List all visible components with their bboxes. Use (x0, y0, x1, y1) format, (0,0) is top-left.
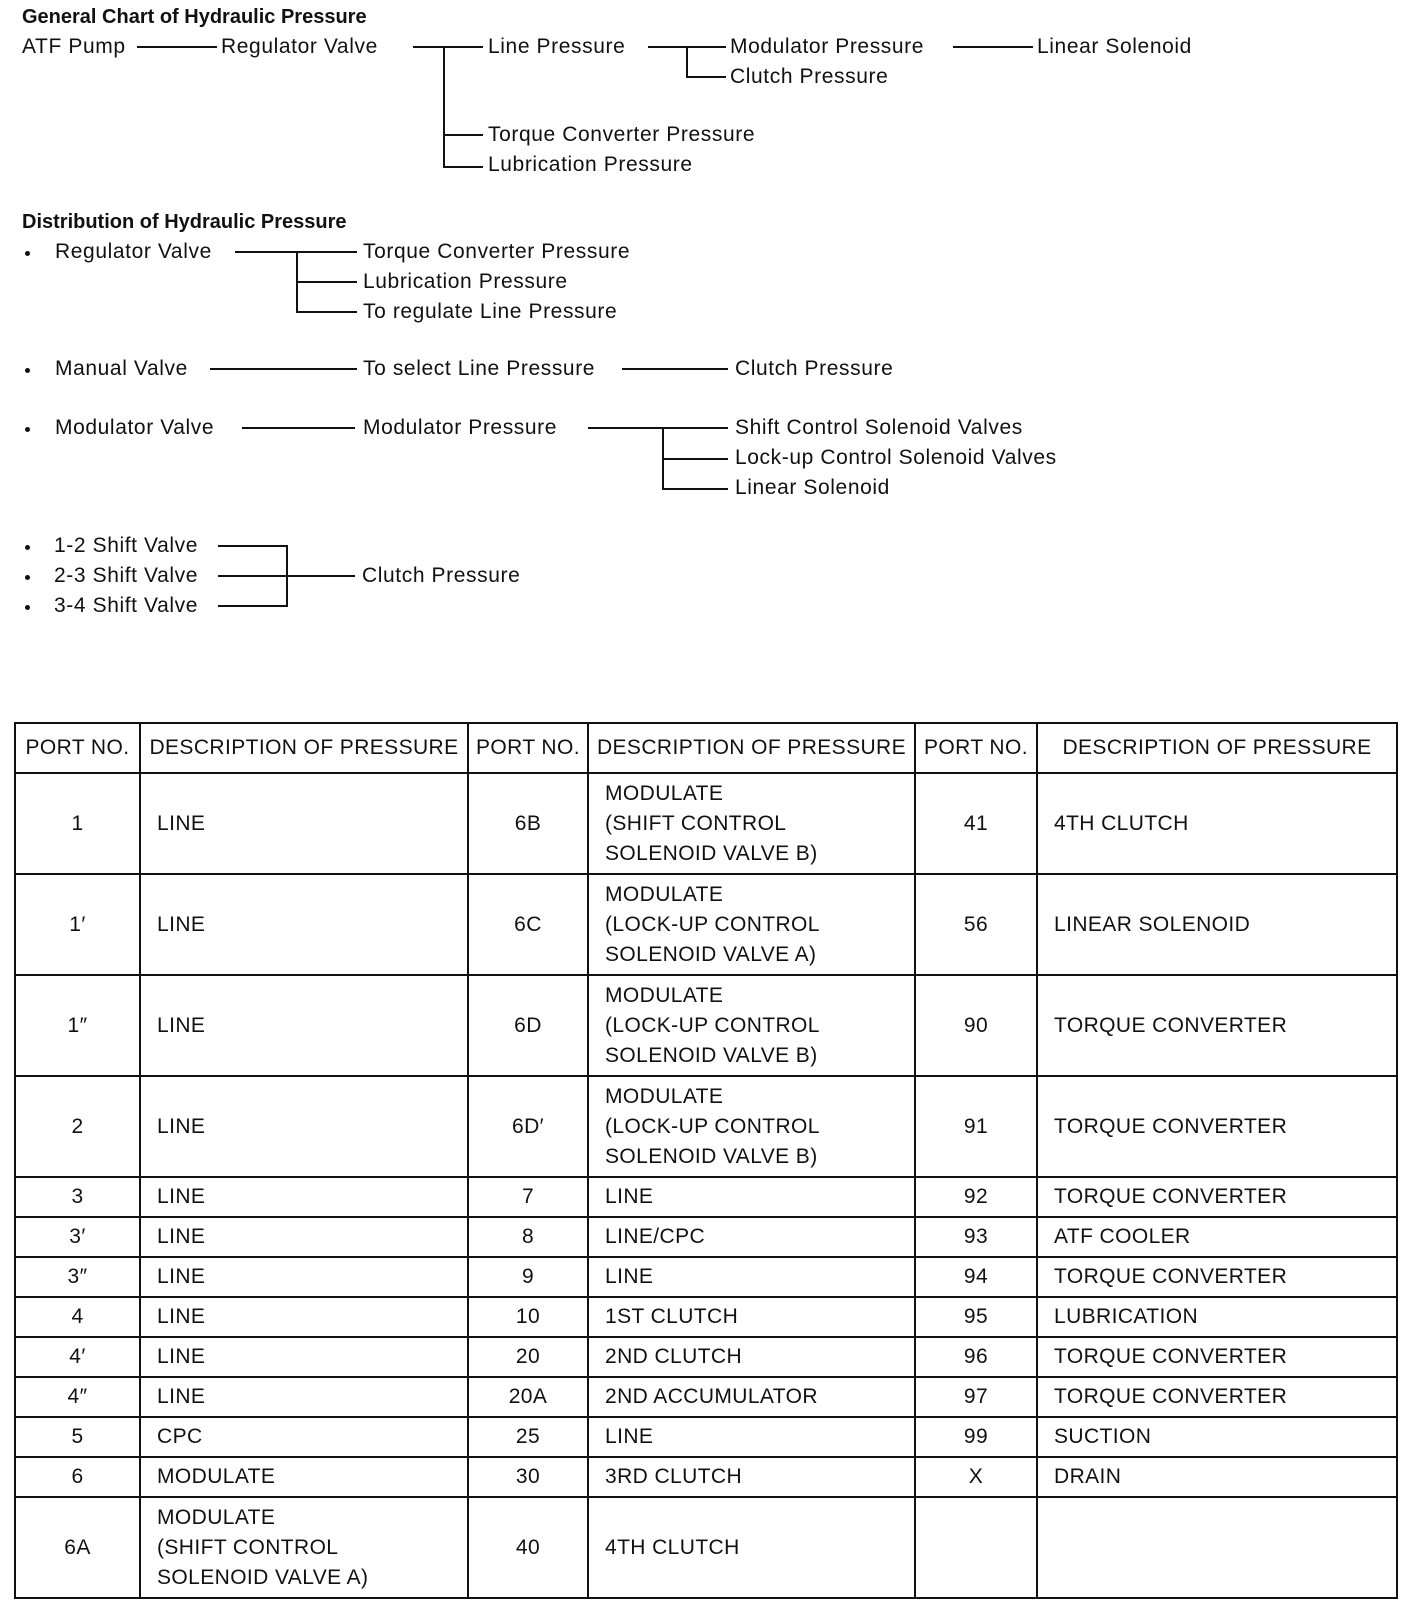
linear-solenoid-label: Linear Solenoid (1037, 35, 1192, 58)
modulator-output: Lock-up Control Solenoid Valves (735, 446, 1057, 469)
pressure-description-cell (1037, 773, 1397, 874)
cell-text: 40 (515, 1535, 541, 1559)
connector-line (588, 427, 728, 429)
cell-text: LINE (157, 1013, 206, 1037)
cell-text: LINE (157, 1305, 206, 1328)
cell-text: CPC (157, 1425, 203, 1448)
cell-text: SOLENOID VALVE B) (605, 841, 818, 865)
bullet-icon (25, 368, 30, 373)
cell-text: MODULATE (605, 882, 724, 906)
regulator-valve-source: Regulator Valve (55, 240, 212, 263)
cell-text: SOLENOID VALVE A) (605, 942, 817, 966)
cell-text: 93 (963, 1225, 989, 1248)
cell-text: 41 (963, 811, 989, 835)
connector-line (218, 545, 288, 547)
table-row (15, 1497, 1397, 1598)
column-header: PORT NO. (915, 723, 1037, 773)
port-number-cell (15, 1377, 140, 1417)
pressure-description-cell (140, 1177, 468, 1217)
shift-valve-source: 1-2 Shift Valve (54, 534, 199, 557)
port-number-cell (15, 1217, 140, 1257)
column-header: DESCRIPTION OF PRESSURE (588, 723, 915, 773)
cell-text: 6B (514, 811, 542, 835)
cell-text: LINEAR SOLENOID (1054, 912, 1251, 936)
shift-valve-source: 3-4 Shift Valve (54, 594, 199, 617)
cell-text: 25 (515, 1425, 541, 1448)
table-row (15, 1076, 1397, 1177)
port-number-cell (468, 1497, 588, 1598)
atf-pump-label: ATF Pump (22, 35, 126, 58)
bullet-icon (25, 251, 30, 256)
cell-text: TORQUE CONVERTER (1054, 1345, 1288, 1368)
column-header: PORT NO. (468, 723, 588, 773)
cell-text: 95 (963, 1305, 989, 1328)
cell-text: 92 (963, 1185, 989, 1208)
cell-text: 6D′ (512, 1114, 544, 1138)
cell-text: LINE (157, 1385, 206, 1408)
pressure-description-cell (1037, 1076, 1397, 1177)
cell-text: 4′ (69, 1345, 86, 1368)
pressure-description-cell (140, 1457, 468, 1497)
cell-text: 1″ (67, 1013, 88, 1037)
connector-line (218, 605, 288, 607)
connector-line (686, 46, 688, 77)
cell-text: 6A (64, 1535, 91, 1559)
port-number-cell (15, 773, 140, 874)
cell-text: TORQUE CONVERTER (1054, 1265, 1288, 1288)
cell-text: (LOCK-UP CONTROL (605, 1013, 820, 1037)
table-row (15, 1217, 1397, 1257)
port-number-cell (468, 1257, 588, 1297)
pressure-description-cell (140, 975, 468, 1076)
pressure-description-cell (140, 1377, 468, 1417)
cell-text: TORQUE CONVERTER (1054, 1385, 1288, 1408)
pressure-description-cell (140, 1337, 468, 1377)
port-table (14, 722, 1398, 1599)
cell-text: DRAIN (1054, 1465, 1122, 1488)
pressure-description-cell (1037, 1337, 1397, 1377)
port-number-cell (468, 1377, 588, 1417)
connector-line (242, 427, 355, 429)
port-number-cell (915, 773, 1037, 874)
pressure-description-cell (1037, 1297, 1397, 1337)
connector-line (443, 166, 483, 168)
port-number-cell (915, 1457, 1037, 1497)
port-number-cell (468, 1177, 588, 1217)
clutch-pressure-label: Clutch Pressure (730, 65, 889, 88)
cell-text: 8 (521, 1225, 535, 1248)
table-body (15, 773, 1397, 1598)
distribution-title: Distribution of Hydraulic Pressure (22, 211, 347, 233)
port-number-cell (915, 1497, 1037, 1598)
pressure-description-cell (588, 1457, 915, 1497)
connector-line (953, 46, 1033, 48)
pressure-description-cell (588, 1257, 915, 1297)
pressure-description-cell (588, 773, 915, 874)
bullet-icon (25, 545, 30, 550)
cell-text: 3′ (69, 1225, 86, 1248)
pressure-description-cell (140, 1076, 468, 1177)
manual-valve-output: Clutch Pressure (735, 357, 894, 380)
cell-text: 4″ (67, 1385, 88, 1408)
port-number-cell (15, 975, 140, 1076)
modulator-pressure-label: Modulator Pressure (730, 35, 925, 58)
port-number-cell (915, 1217, 1037, 1257)
cell-text: (LOCK-UP CONTROL (605, 1114, 820, 1138)
pressure-description-cell (1037, 874, 1397, 975)
cell-text: 4TH CLUTCH (605, 1535, 740, 1559)
cell-text: LUBRICATION (1054, 1305, 1199, 1328)
lubrication-pressure-label: Lubrication Pressure (488, 153, 693, 176)
cell-text: LINE (605, 1185, 654, 1208)
regulator-valve-label: Regulator Valve (221, 35, 378, 58)
port-number-cell (15, 1177, 140, 1217)
pressure-description-cell (1037, 1497, 1397, 1598)
cell-text: (LOCK-UP CONTROL (605, 912, 820, 936)
connector-line (443, 46, 445, 168)
regulator-output: Torque Converter Pressure (363, 240, 631, 263)
pressure-description-cell (140, 1497, 468, 1598)
pressure-description-cell (1037, 975, 1397, 1076)
line-pressure-label: Line Pressure (488, 35, 626, 58)
port-number-cell (915, 1076, 1037, 1177)
table-row (15, 874, 1397, 975)
table-row (15, 975, 1397, 1076)
shift-valve-source: 2-3 Shift Valve (54, 564, 199, 587)
port-number-cell (15, 1076, 140, 1177)
cell-text: ATF COOLER (1054, 1225, 1191, 1248)
pressure-description-cell (140, 773, 468, 874)
port-number-cell (915, 1417, 1037, 1457)
port-number-cell (15, 1257, 140, 1297)
pressure-description-cell (588, 1076, 915, 1177)
cell-text: 2ND CLUTCH (605, 1345, 743, 1368)
port-number-cell (468, 1217, 588, 1257)
connector-line (622, 368, 728, 370)
pressure-description-cell (140, 1257, 468, 1297)
cell-text: LINE (157, 912, 206, 936)
cell-text: 1′ (69, 912, 86, 936)
cell-text: SOLENOID VALVE B) (605, 1144, 818, 1168)
connector-line (137, 46, 217, 48)
port-number-cell (468, 1297, 588, 1337)
pressure-description-cell (140, 1417, 468, 1457)
modulator-output: Shift Control Solenoid Valves (735, 416, 1023, 439)
pressure-description-cell (588, 1497, 915, 1598)
cell-text: 20 (515, 1345, 541, 1368)
cell-text: TORQUE CONVERTER (1054, 1013, 1288, 1037)
pressure-description-cell (588, 874, 915, 975)
port-number-cell (468, 1337, 588, 1377)
cell-text: LINE (157, 1265, 206, 1288)
cell-text: 30 (515, 1465, 541, 1488)
port-number-cell (915, 1177, 1037, 1217)
connector-line (686, 76, 726, 78)
torque-converter-pressure-label: Torque Converter Pressure (488, 123, 756, 146)
cell-text: SOLENOID VALVE B) (605, 1043, 818, 1067)
cell-text: (SHIFT CONTROL (605, 811, 787, 835)
cell-text: MODULATE (157, 1505, 276, 1529)
port-number-cell (15, 1337, 140, 1377)
cell-text: 91 (963, 1114, 989, 1138)
port-number-cell (468, 1457, 588, 1497)
cell-text: 5 (71, 1425, 84, 1448)
cell-text: MODULATE (605, 983, 724, 1007)
port-number-cell (915, 975, 1037, 1076)
pressure-description-cell (1037, 1457, 1397, 1497)
cell-text: TORQUE CONVERTER (1054, 1114, 1288, 1138)
connector-line (443, 134, 483, 136)
manual-valve-source: Manual Valve (55, 357, 188, 380)
pressure-description-cell (140, 1297, 468, 1337)
cell-text: MODULATE (605, 781, 724, 805)
pressure-description-cell (588, 1297, 915, 1337)
pressure-description-cell (140, 1217, 468, 1257)
pressure-description-cell (140, 874, 468, 975)
port-number-cell (15, 1457, 140, 1497)
cell-text: LINE (157, 1114, 206, 1138)
port-number-cell (915, 1377, 1037, 1417)
general-chart-title: General Chart of Hydraulic Pressure (22, 6, 367, 28)
table-row (15, 1337, 1397, 1377)
cell-text: 10 (515, 1305, 541, 1328)
cell-text: 97 (963, 1385, 989, 1408)
pressure-description-cell (588, 1417, 915, 1457)
port-number-cell (915, 1337, 1037, 1377)
table-row (15, 1297, 1397, 1337)
pressure-description-cell (588, 975, 915, 1076)
manual-valve-middle: To select Line Pressure (363, 357, 596, 380)
cell-text: SOLENOID VALVE A) (157, 1565, 369, 1589)
connector-line (662, 458, 728, 460)
cell-text: 6D (514, 1013, 542, 1037)
regulator-output: Lubrication Pressure (363, 270, 568, 293)
column-header: DESCRIPTION OF PRESSURE (1037, 723, 1397, 773)
cell-text: 56 (963, 912, 989, 936)
cell-text: 4TH CLUTCH (1054, 811, 1189, 835)
pressure-description-cell (1037, 1217, 1397, 1257)
cell-text: 6 (71, 1465, 84, 1488)
port-number-cell (15, 874, 140, 975)
cell-text: LINE (605, 1425, 654, 1448)
cell-text: 3″ (67, 1265, 88, 1288)
connector-line (296, 281, 357, 283)
port-number-cell (915, 1297, 1037, 1337)
cell-text: (SHIFT CONTROL (157, 1535, 339, 1559)
cell-text: LINE (157, 1225, 206, 1248)
table-header-row (15, 723, 1397, 773)
cell-text: 1ST CLUTCH (605, 1305, 739, 1328)
port-number-cell (15, 1417, 140, 1457)
pressure-description-cell (1037, 1257, 1397, 1297)
bullet-icon (25, 575, 30, 580)
cell-text: MODULATE (605, 1084, 724, 1108)
pressure-description-cell (1037, 1417, 1397, 1457)
connector-line (286, 545, 288, 607)
cell-text: 96 (963, 1345, 989, 1368)
pressure-description-cell (588, 1377, 915, 1417)
table-row (15, 1257, 1397, 1297)
port-number-cell (915, 1257, 1037, 1297)
modulator-output: Linear Solenoid (735, 476, 890, 499)
cell-text: 7 (521, 1185, 535, 1208)
cell-text: 3 (71, 1185, 84, 1208)
modulator-valve-source: Modulator Valve (55, 416, 215, 439)
cell-text: 1 (71, 811, 84, 835)
connector-line (413, 46, 483, 48)
cell-text: LINE (157, 1185, 206, 1208)
regulator-output: To regulate Line Pressure (363, 300, 618, 323)
pressure-description-cell (588, 1337, 915, 1377)
port-number-cell (468, 874, 588, 975)
pressure-description-cell (588, 1177, 915, 1217)
port-number-cell (468, 1417, 588, 1457)
shift-valve-output: Clutch Pressure (362, 564, 521, 587)
column-header: PORT NO. (15, 723, 140, 773)
cell-text: 9 (521, 1265, 535, 1288)
pressure-description-cell (1037, 1377, 1397, 1417)
cell-text: TORQUE CONVERTER (1054, 1185, 1288, 1208)
cell-text: MODULATE (157, 1465, 276, 1488)
column-header: DESCRIPTION OF PRESSURE (140, 723, 468, 773)
bullet-icon (25, 605, 30, 610)
port-number-cell (915, 874, 1037, 975)
table-row (15, 1457, 1397, 1497)
cell-text: SUCTION (1054, 1425, 1152, 1448)
cell-text: 3RD CLUTCH (605, 1465, 743, 1488)
cell-text: X (968, 1465, 984, 1488)
modulator-valve-middle: Modulator Pressure (363, 416, 558, 439)
table-row (15, 773, 1397, 874)
cell-text: 20A (508, 1385, 548, 1408)
cell-text: LINE (605, 1265, 654, 1288)
connector-line (210, 368, 357, 370)
cell-text: 6C (514, 912, 542, 936)
port-number-cell (15, 1497, 140, 1598)
port-number-cell (15, 1297, 140, 1337)
cell-text: 4 (71, 1305, 84, 1328)
port-number-cell (468, 1076, 588, 1177)
table-row (15, 1177, 1397, 1217)
cell-text: 94 (963, 1265, 989, 1288)
port-number-cell (468, 975, 588, 1076)
cell-text: LINE (157, 811, 206, 835)
bullet-icon (25, 427, 30, 432)
cell-text: LINE/CPC (605, 1225, 706, 1248)
connector-line (296, 311, 357, 313)
connector-line (662, 488, 728, 490)
cell-text: 90 (963, 1013, 989, 1037)
cell-text: 2ND ACCUMULATOR (605, 1385, 818, 1408)
pressure-description-cell (588, 1217, 915, 1257)
cell-text: 2 (71, 1114, 84, 1138)
port-number-cell (468, 773, 588, 874)
table-row (15, 1417, 1397, 1457)
pressure-description-cell (1037, 1177, 1397, 1217)
table-row (15, 1377, 1397, 1417)
cell-text: LINE (157, 1345, 206, 1368)
cell-text: 99 (963, 1425, 989, 1448)
